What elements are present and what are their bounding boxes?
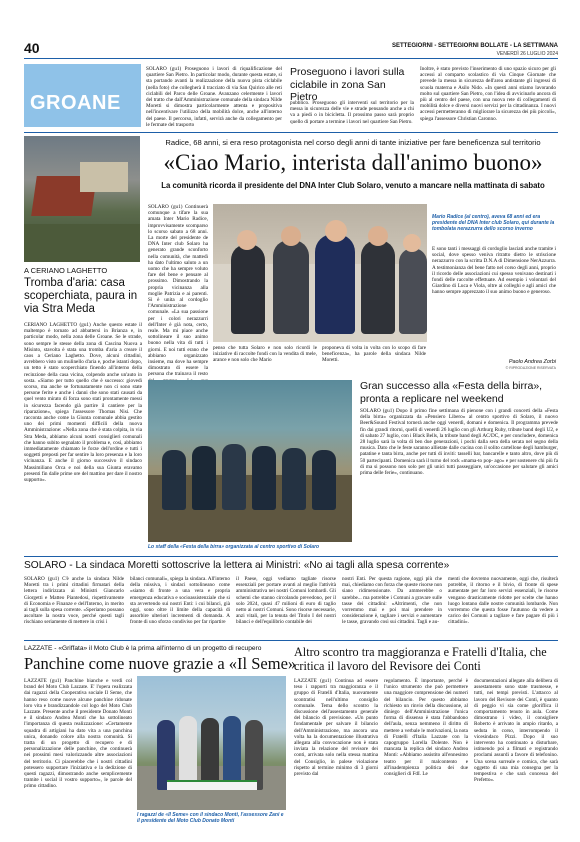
tromba-text: CERIANO LAGHETTO (gu1) Anche questo estate il maltempo è tornato ad abbattersi in Brianza e, in particolar modo, nella zona delle Groane. Se le strade, sono sempre le stesse della zona di Cascina Nuova a Misinto, stavolta è stata una tromba d'aria a creare il caos a Ceriano Laghetto. Dove, alcuni cittadini, avrebbero visto un mulinello d'aria e, poche istanti dopo, un tetto è stato scoperchiato finendo all'interno della recinzione della casa vicina, colpendo anche un'auto in sosta. «Siamo per tutto quello che è successo: giovedì scorso, ma anche se fortunatamente non ci sono state persone ferite e anche i danni che sono stati causati da quel vento mirato di forza sono stati prontamente messi in sicurezza facendo già partire il cantiere per la riparazione», spiega l'assessore Thomas Nisi. Che racconta anche come la Giunta comunale abbia gestito uno dei primi momenti difficili della nuova Amministrazione: «Nella zona che è stata colpita, in via Stra Meda, abbiamo alcuni nostri consiglieri comunali che hanno subito segnalato il problema e, così, abbiamo immediatamente chiamato le forze dell'ordine e tutti i soggetti preposti per far sentire la loro presenza e la loro vicinanza. E anche il giorno successivo il sindaco Massimiliano Orca e noi della sua Giunta eravamo presenti fin dalle prime ore del mattino per dare il nostro supporto». (24, 322, 142, 484)
tromba-headline: Tromba d'aria: casa scoperchiata, paura in via Stra Meda (24, 277, 138, 315)
publication-name: SETTEGIORNI - SETTEGIORNI BOLLATE - LA SETTIMANA (392, 43, 558, 49)
main-col2-text: penso che tutta Solaro e non solo ricordi le iniziative di raccolte fondi con la vendita di mele, arance e non solo che Mario (213, 345, 317, 364)
main-col3 (322, 345, 426, 377)
main-subhead: La comunità ricorda il presidente del DNA Inter Club Solaro, venuto a mancare nella mattinata di sabato (161, 181, 545, 190)
scontro-col1-text: LAZZATE (gu1) Continua ad essere teso i rapporti tra maggioranza e il gruppo di Fratelli d'Italia, nuovamente scontratisi nell'ultimo consiglio comunale. Tema dello scontro la discussione dell'assestamento generale del bilancio di previsione. «Un punto fondamentale per salvare il bilancio dell'Amministrazione, ma ancora una volta ha la documentazione illustrativa allegata alla convocazione non è stata inviata la relazione del revisore dei conti, arrivata solo nella stessa mattina del Consiglio, in palese violazione rispetto al termine minimo di 3 giorni previsto dal (294, 678, 378, 778)
main-col1-text: SOLARO (gu1) Continuerà comunque a tifare la sua amata Inter Mario Radice, improvvisamente scomparso lo scorso sabato a 68 anni. La morte del presidente de DNA Inter club Solaro ha generato grande sconforto nella comunità, che mattedì ha dato l'ultimo saluto a un uomo che ha sempre voluto fare del bene e pensare al prossimo. Dimostrando la propria vicinanza alla moglie Patrizia e ai parenti. Si è unita al cordoglio l'Amministrazione comunale. «La sua passione per i colori nerazzurri dell'Inter è già nota, certo, reale. Ma mi piace anche sottolineare il suo animo buono nella vita di tutti i giorni. E noi tutti erano che abbiamo organizzato insieme, ma dove ha sempre dimostrato di essere la persona che trainava il resto (148, 204, 208, 378)
lettera-col4 (342, 576, 442, 636)
panchine-caption: I ragazzi de «Il Seme» con il sindaco Monti, l'assessore Zani e il presidente del Moto Club Donato Monti (137, 812, 284, 824)
lettera-col5-text: menti che dovremo nuovamente, oggi che, risulterà potrebbe, il ritorno e il bivio, di fronte di spese aumentate per far loro servizi essenziali, le risorse vengano drasticamente ridotte per scelte che hanno luogo lontano dalle nostre comunità lombarde. Non vorremmo che questa fosse l'autunno da vedere a carico dei Comuni a tagliare e fare pagare di più i cittadini». (448, 576, 558, 626)
main-col2 (213, 345, 317, 377)
lettera-col2 (130, 576, 230, 636)
birra-body (360, 408, 558, 536)
main-col3-text: proponeva di volta in volta con lo scopo di fare beneficenza», ha parole della sindaca Nilde Moretti. (322, 345, 426, 364)
top-article-text3: Inoltre, è stato previsto l'inserimento di uno spazio sicuro per gli accessi al comparto scolastico di via Cinque Giornate che prevede la messa in sicurezza dell'area antistante gli ingressi di scuola materna e Asilo Nido. «In questi anni stiamo lavorando molto sul quartiere San Pietro, con l'idea di avvicinarlo ancora di più al centro del paese, con una nuova rete di collegamenti di mobilità dolce e diversi nuovi servizi per la cittadinanza. I nuovi accessi permetteranno di migliorare la sicurezza dei più piccoli», spiega l'assessore Christian Caronno. (420, 66, 556, 122)
birra-photo (148, 380, 352, 542)
birra-headline: Gran successo alla «Festa della birra», pronta a replicare nel weekend (360, 380, 543, 405)
panchine-body (24, 678, 132, 824)
main-headline: «Ciao Mario, interista dall'animo buono» (163, 150, 543, 175)
radice-photo-caption: Mario Radice (al centro), aveva 68 anni ed era presidente del DNA Inter club Solaro, qui durante la tombolata nerazzurra dello scorso inverno (432, 214, 555, 232)
lettera-col1 (24, 576, 124, 636)
scontro-col2 (384, 678, 468, 824)
scontro-col1 (294, 678, 378, 824)
scontro-col3 (474, 678, 558, 824)
top-article-col3 (420, 66, 556, 128)
header-rule (24, 58, 558, 59)
panchine-kicker: LAZZATE - «Griffata» il Moto Club è la prima all'interno di un progetto di recupero (24, 645, 262, 652)
lettera-col1-text: SOLARO (gu1) C'è anche la sindaca Nilde Moretti tra i primi cittadini firmatari della lettera indirizzata ai Ministri Giancarlo Giorgetti e Matteo Piantedosi, rispettivamente di Economia e Finanze e dell'Interno, in merito ai tagli sulla spesa corrente. «Speriamo possano ascoltare la nostra voce, perché questi tagli rischiano seriamente di mettere in crisi i (24, 576, 124, 626)
scontro-headline: Altro scontro tra maggioranza e Fratelli d'Italia, che critica il lavoro del Revisore dei Conti (294, 645, 547, 673)
lettera-col3-text: il Paese, oggi vediamo tagliate risorse essenziali per portare avanti al meglio l'attività amministrativa nei nostri Comuni lombardi. Gli schemi che stanno circolando prevedono, per il solo 2024, quasi 47 milioni di euro di taglio netto ai nostri Comuni. Sono risorse necessarie, anzi vitali, per la tenuta del Titolo I del nostri bilanci e dell'equilibrio contabile dei (236, 576, 336, 626)
lettera-col2-text: bilanci comunali», spiega la sindaca. All'interno della missiva, i sindaci sottolineano come «siamo di fronte a una vera e propria emergenza educativa e socioassistenziale che si sta avvertendo sui nostri Enti: i cui bilanci, già oggi, sono oltre il limite della capacità di assorbire ulteriori incrementi di domanda. A fronte di uno sforzo condiviso per far ripartire (130, 576, 230, 626)
main-author: Paolo Andrea Zorbi (508, 359, 556, 365)
top-article-text1: SOLARO (gu1) Proseguono i lavori di riqualificazione del quartiere San Pietro. In particolar modo, durante questa estate, si sta portando avanti la realizzazione della nuova pista ciclabile (nella foto) che collegherà il tracciato di via San Quirico alle reti ciclabili del Parco delle Groane. Avanzano celermente i lavori del tratto che dall'Amministrazione comunale della sindaca Nilde Moretti si dimostra particolarmente attenta e propositiva nell'incentivare l'utilizzo della mobilità dolce, anche all'interno del paese. Il percorso, infatti, servirà anche da collegamento per le fermate del trasporto (146, 66, 282, 128)
page-number: 40 (24, 40, 40, 56)
scontro-col2-text: regolamento. È importante, perché è l'unico strumento che può permettere una maggiore comprensione dei numeri del bilancio. Per questo abbiamo richiesto un rinvio della discussione, al diniego dell'Amministrazione l'unica forma di dissenso è stata l'abbandono dell'aula, senza nemmeno il diritto di mettere a verbale le motivazioni, la nota di Fratelli d'Italia Lazzate con la capogruppo Lorella Dolente. Non è mancata la replica del sindaco Andrea Monti: «Abbiamo assistito all'ennesimo teatro per il malcontento e all'inadempienza politica dei due consiglieri di FdI. Le (384, 678, 468, 778)
top-article-text2: pubblico. Proseguono gli interventi sul territorio per la messa in sicurezza delle vie e strade pensando anche a chi va a piedi o in bicicletta. Il prossimo passo sarà proprio quello di portare a termine i lavori nel quartiere San Pietro. (290, 100, 414, 125)
top-article-headline: Proseguono i lavori sulla ciclabile in zona San Pietro (290, 66, 405, 103)
divider (24, 640, 558, 641)
scontro-col3-text: documentazioni allegate alla delibera di assestamento sono state trasmesse, e tutti, nei tempi previsti. L'attacco al lavoro del Revisore dei Conti, è quanto di peggio vi sia come gloriflica il comportamento tenuto in aula. Come dimostrano i video, il consigliere Roberto è arrivato in ampio ritardo, a seduta in corso, interrompendo il vicesindaco Pizzi. Dopo il suo intervento ha continuato a disturbare, istituendo poi a filmati e registrando proclami assurdi a favore di telefonino. Una scena surreale e comica, che sarà oggetto di una mia consegna per la tempestiva e che sarà concessa del Prefetto». (474, 678, 558, 784)
divider (24, 132, 558, 133)
section-title: GROANE (30, 92, 121, 114)
panchine-photo (137, 676, 286, 810)
publication-date: VENERDÌ 26 LUGLIO 2024 (496, 51, 558, 57)
lettera-headline: SOLARO - La sindaca Moretti sottoscrive la lettera ai Ministri: «No ai tagli alla spesa corrente» (24, 560, 450, 571)
main-right-text: E sono tanti i messaggi di cordoglio lasciati anche tramite i social, dove spesso veniva ritratto dietro le striscione nerazzurro con la scritta D.N.A di Dimensione NerAzzurra. A testimonianza del bene fatto nel corso degli anni, proprio il ricordo delle associazioni cui spesso venivano destinati i fondi delle raccolte effettuate. Ad esempio i volontari del Giardino di Luca e Viola, oltre ai colleghi e agli amici che hanno sempre apprezzato il suo animo buono e generoso. (432, 246, 556, 296)
main-right-col (432, 246, 556, 358)
birra-caption: Lo staff della «Festa della birra» organizzata al centro sportivo di Solaro (148, 544, 320, 550)
divider (24, 556, 558, 557)
tromba-photo (24, 136, 140, 262)
main-kicker: Radice, 68 anni, si era reso protagonista nel corso degli anni di tante iniziative per fare beneficenza sul territorio (165, 138, 541, 147)
main-author-tag: © RIPRODUZIONE RISERVATA (505, 366, 556, 370)
main-col1 (148, 204, 208, 378)
lettera-col3 (236, 576, 336, 636)
radice-photo (213, 204, 427, 342)
panchine-text: LAZZATE (gu1) Panchine bianche e verdi col brand del Moto Club Lazzate. E' l'opera realizzata dai ragazzi della Cooperativa sociale Il Seme, che hanno reso come nuove alcune panchine ridonate loro vita e brandizzandole col logo del Moto Club Lazzate. Presente anche il presidente Donato Monti e il sindaco Andrea Monti che ha sottolineato l'importanza di questa realizzazione: «Certamente squadra di artigiani ha dato vita a una panchina unica, donando colore alla nostra comunità. Si tratta di un progetto di recupero e di personalizzazione delle panchine, che continuerà nei prossimi mesi valorizzando altre associazioni del territorio. Ci piacerebbe che i nostri cittadini potessero supportare l'iniziativa e la dedizione di questi ragazzi, dimostrando anche semplicemente tramite i social il vostro supporto», le parole del primo cittadino. (24, 678, 132, 790)
lettera-col4-text: nostri Enti. Per questa ragione, oggi più che mai, chiediamo con forza che queste risorse non siano ridimensionate. Da ammerebbe o sarebbe... ma potrebbe i Comuni a gravare sulle tasse dei cittadini: «Altrimenti, che non vorremmo mai e poi mai prendere in considerazione è, tagliare i servizi e aumentare le tasse, gravando così sui cittadini. Tagli e au- (342, 576, 442, 626)
top-article-col2 (290, 100, 414, 128)
tromba-kicker: A CERIANO LAGHETTO (24, 266, 108, 275)
tromba-body (24, 322, 142, 523)
lettera-col5 (448, 576, 558, 636)
panchine-headline: Panchine come nuove grazie a «Il Seme» (24, 654, 297, 673)
top-article-col1 (146, 66, 282, 128)
birra-text: SOLARO (gu1) Dopo il primo fine settimana di pienone con i grandi concerti della «Festa della birra» organizzata da «Pensiero Libero» al centro sportivo di Solaro, il nuovo Beer&Sound Festival tornerà anche oggi venerdì, domani e domenica. Il programma prevede fin dai grandi ritorni, quelli di venerdì 26 luglio con gli Arthurg Ruby, tribute band degli U2, e di sabato 27 luglio, con i Black Bells, la tribute band degli AC/DC, e per concludere, domenica 28 luglio sarà la volta di ben due generazioni, i pochi dalla sera della serata nel segno della musica. Dato che le feste saranno allietate dalle cucina con il solito cartellone degli hamburger, patatine e tanta birra, anche per tutti di inviti: tasselli bar, bancarelle e tanto altro, dove più di 50 partecipanti. Domenica sarà il turno del rock «mama-to pop- ago» e per sostenere chi più fa di ma si possono non solo per gli unici tutti passeggiare, un'occasione per salutare gli amici prima delle ferie», continuano. (360, 408, 558, 477)
section-box (24, 64, 141, 127)
